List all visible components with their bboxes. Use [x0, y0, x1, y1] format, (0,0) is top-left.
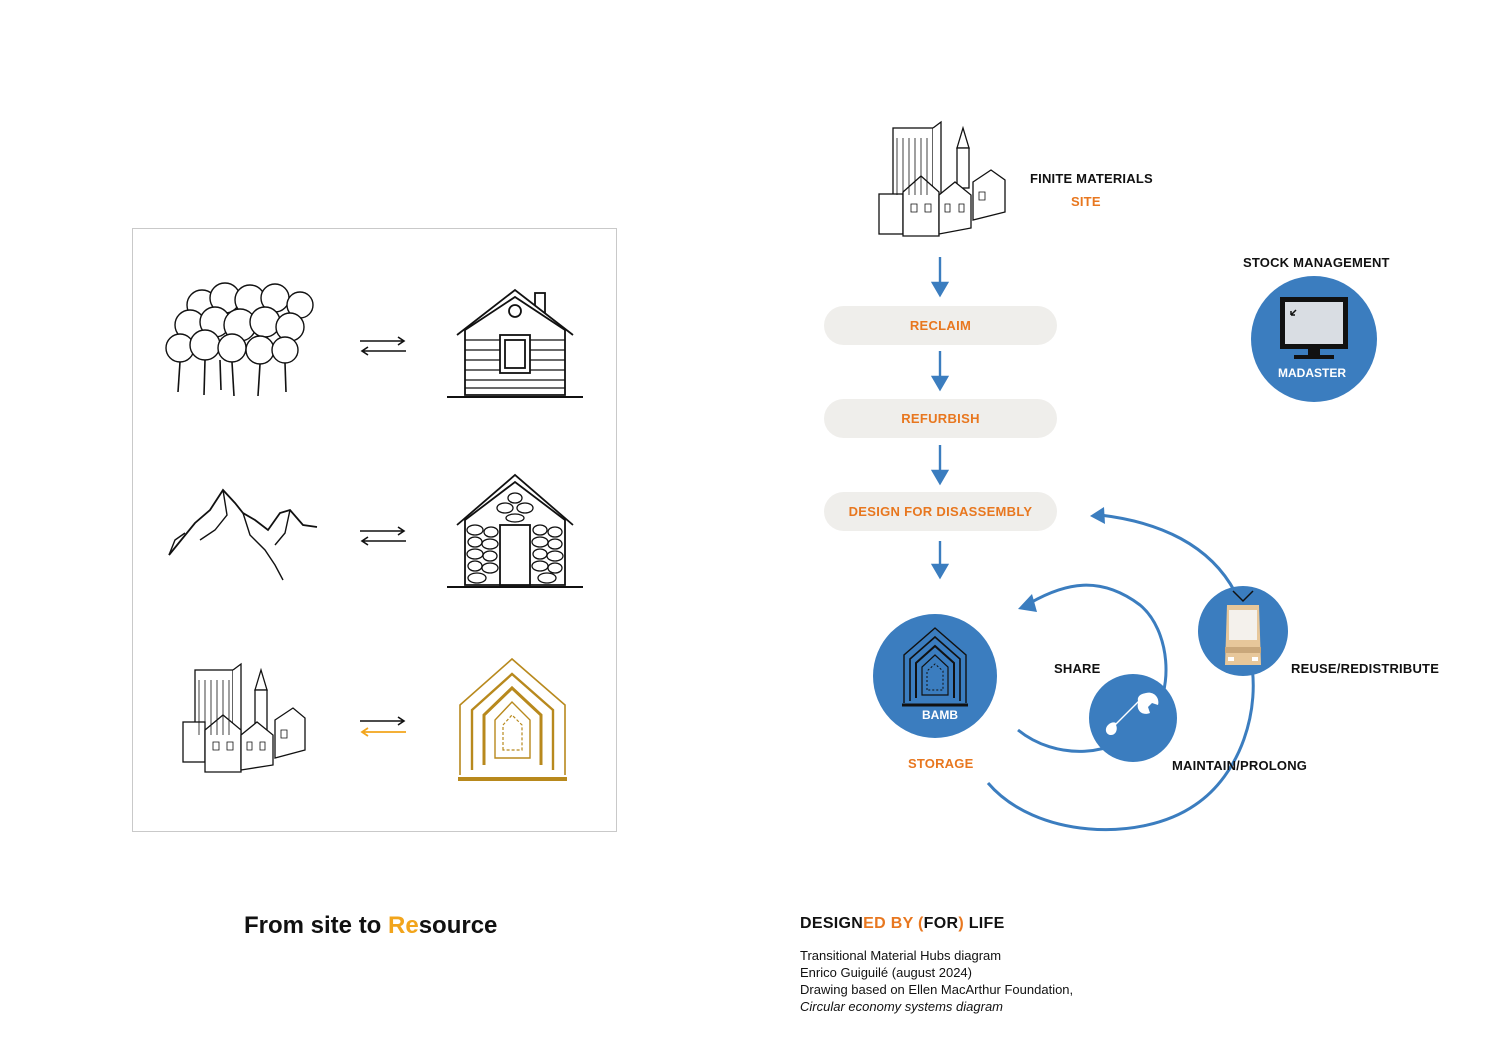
brand-part-6: LIFE — [963, 915, 1005, 932]
storage-label: STORAGE — [908, 756, 974, 771]
brand-part-4: FOR — [923, 915, 959, 932]
finite-materials-label: FINITE MATERIALS — [1030, 171, 1153, 186]
share-label: SHARE — [1054, 661, 1101, 676]
credit-line-2: Enrico Guiguilé (august 2024) — [800, 965, 972, 980]
brand-part-1: DESIGN — [800, 915, 864, 932]
bamb-label: BAMB — [922, 708, 958, 722]
reuse-redistribute-label: REUSE/REDISTRIBUTE — [1291, 661, 1440, 676]
brand-title — [800, 915, 1005, 933]
maintain-circle — [1088, 673, 1178, 763]
madaster-label: MADASTER — [1278, 366, 1346, 380]
reclaim-step: RECLAIM — [824, 306, 1057, 345]
stock-management-label: STOCK MANAGEMENT — [1243, 255, 1390, 270]
brand-part-5: ) — [958, 915, 964, 932]
site-label: SITE — [1071, 194, 1101, 209]
brand-part-2: ED BY — [863, 915, 919, 932]
brand-part-3: ( — [918, 915, 924, 932]
caption-suffix: source — [418, 912, 498, 939]
design-for-disassembly-step: DESIGN FOR DISASSEMBLY — [824, 492, 1057, 531]
credit-line-3: Drawing based on Ellen MacArthur Foundation, — [800, 982, 1074, 997]
refurbish-step: REFURBISH — [824, 399, 1057, 438]
reuse-loop — [1100, 515, 1235, 592]
caption-prefix: From site to — [244, 912, 389, 939]
credit-line-1: Transitional Material Hubs diagram — [800, 948, 1002, 963]
reuse-circle — [1197, 585, 1289, 677]
caption-highlight: Re — [388, 912, 419, 939]
credit-line-4: Circular economy systems diagram — [800, 999, 1004, 1014]
maintain-prolong-label: MAINTAIN/PROLONG — [1172, 758, 1308, 773]
